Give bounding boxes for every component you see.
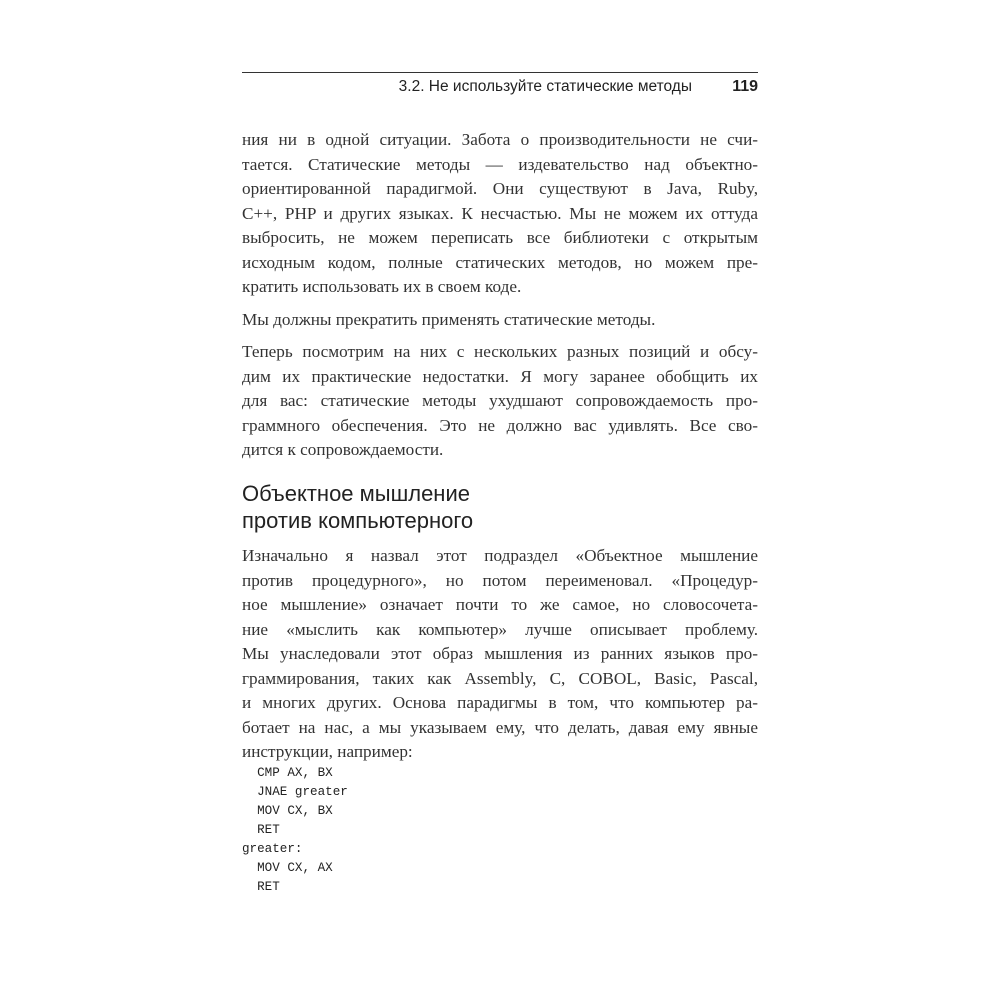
paragraph-line: Изначально я назвал этот подраздел «Объектное мышление xyxy=(242,546,758,565)
paragraph-line: для вас: статические методы ухудшают сопровождаемость про- xyxy=(242,391,758,410)
paragraph-line: ния ни в одной ситуации. Забота о производительности не счи- xyxy=(242,130,758,149)
code-line: MOV CX, BX xyxy=(242,804,333,818)
code-line: RET xyxy=(242,880,280,894)
paragraph-line: исходным кодом, полные статических методов, но можем пре- xyxy=(242,252,758,272)
code-line: JNAE greater xyxy=(242,785,348,799)
paragraph-line: граммного обеспечения. Это не должно вас удивлять. Все сво- xyxy=(242,415,758,435)
paragraph-line: и многих других. Основа парадигмы в том, что компьютер ра- xyxy=(242,693,758,712)
paragraph-line: Мы должны прекратить применять статические методы. xyxy=(242,310,656,329)
section-heading: Объектное мышление xyxy=(242,481,470,506)
paragraph-line: Теперь посмотрим на них с нескольких разных позиций и обсу- xyxy=(242,342,758,361)
code-line: MOV CX, AX xyxy=(242,861,333,875)
page-number: 119 xyxy=(732,78,758,95)
paragraph-line: тается. Статические методы — издевательство над объектно- xyxy=(242,154,758,174)
header-rule xyxy=(242,72,758,73)
paragraph-line: дится к сопровождаемости. xyxy=(242,440,444,459)
paragraph-line: ние «мыслить как компьютер» лучше описывает проблему. xyxy=(242,619,758,639)
paragraph-line: C++, PHP и других языках. К несчастью. Мы не можем их оттуда xyxy=(242,203,758,223)
paragraph-line: граммирования, таких как Assembly, C, COBOL, Basic, Pascal, xyxy=(242,668,758,688)
code-line: RET xyxy=(242,823,280,837)
paragraph-line: выбросить, не можем переписать все библиотеки с открытым xyxy=(242,228,758,247)
paragraph-line: против процедурного», но потом переименовал. «Процедур- xyxy=(242,570,758,590)
paragraph-line: дим их практические недостатки. Я могу заранее обобщить их xyxy=(242,366,758,386)
section-title: 3.2. Не используйте статические методы xyxy=(398,78,692,95)
section-heading: против компьютерного xyxy=(242,508,474,533)
running-header xyxy=(242,78,758,100)
paragraph-line: кратить использовать их в своем коде. xyxy=(242,277,522,296)
code-line: CMP AX, BX xyxy=(242,766,333,780)
paragraph-line: инструкции, например: xyxy=(242,742,413,761)
paragraph-line: ное мышление» означает почти то же самое, но словосочета- xyxy=(242,595,758,614)
paragraph-line: Мы унаследовали этот образ мышления из ранних языков про- xyxy=(242,644,758,663)
paragraph-line: ориентированной парадигмой. Они существуют в Java, Ruby, xyxy=(242,179,758,198)
paragraph-line: ботает на нас, а мы указываем ему, что делать, давая ему явные xyxy=(242,717,758,737)
code-line: greater: xyxy=(242,842,303,856)
